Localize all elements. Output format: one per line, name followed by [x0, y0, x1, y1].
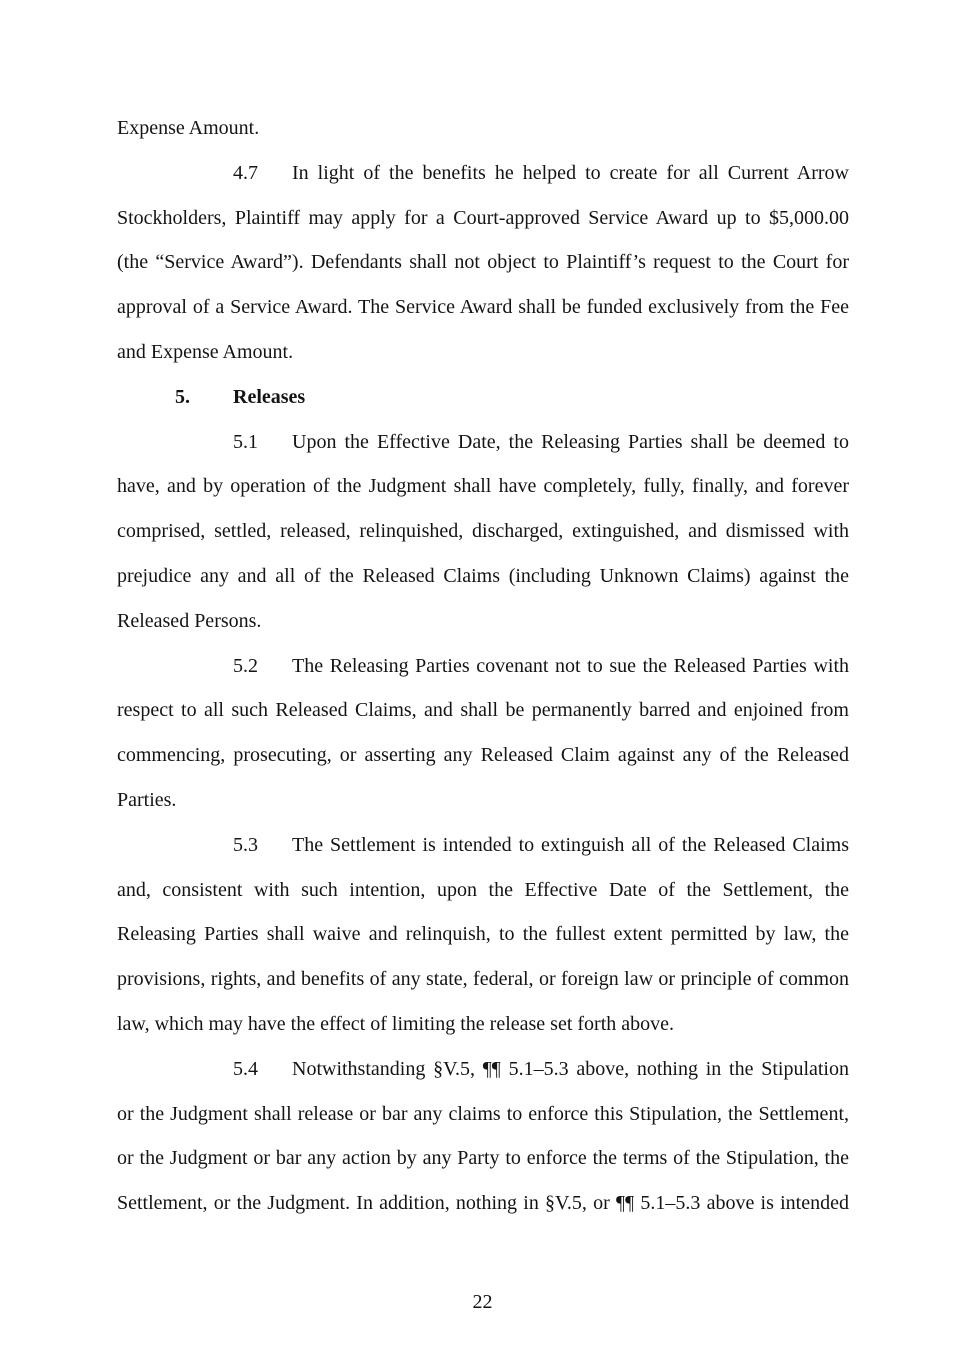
section-number: 5.2: [233, 654, 258, 677]
text-line: [117, 420, 849, 465]
text-line: have, and by operation of the Judgment shall have completely, fully, finally, and forever: [117, 475, 849, 498]
text-line: and, consistent with such intention, upon the Effective Date of the Settlement, the: [117, 878, 849, 901]
paragraph-5-4: [117, 1047, 849, 1226]
text-line: [117, 151, 849, 196]
paragraph-5-2: [117, 644, 849, 823]
text-line: [117, 1047, 849, 1092]
page-number: 22: [472, 1291, 493, 1313]
section-heading: [117, 375, 849, 420]
section-number: 5.1: [233, 430, 258, 453]
text-line: provisions, rights, and benefits of any state, federal, or foreign law or principle of common: [117, 968, 849, 991]
text-line: comprised, settled, released, relinquished, discharged, extinguished, and dismissed with: [117, 520, 849, 543]
text-line: Parties.: [117, 788, 177, 811]
section-number: 5.4: [233, 1057, 258, 1080]
line-text: Notwithstanding §V.5, ¶¶ 5.1–5.3 above, nothing in the Stipulation: [292, 1057, 849, 1080]
text-line: [117, 823, 849, 868]
text-line: or the Judgment or bar any action by any Party to enforce the terms of the Stipulation, the: [117, 1147, 849, 1170]
text-line: approval of a Service Award. The Service Award shall be funded exclusively from the Fee: [117, 296, 849, 319]
text-line: Stockholders, Plaintiff may apply for a Court-approved Service Award up to $5,000.00: [117, 206, 849, 229]
text-line: prejudice any and all of the Released Claims (including Unknown Claims) against the: [117, 564, 849, 587]
line-text: Upon the Effective Date, the Releasing Parties shall be deemed to: [292, 430, 849, 453]
section-number: 4.7: [233, 161, 258, 184]
text-line: Expense Amount.: [117, 117, 260, 139]
text-line: commencing, prosecuting, or asserting any Released Claim against any of the Released: [117, 744, 849, 767]
heading-number: 5.: [175, 385, 190, 408]
text-line: (the “Service Award”). Defendants shall not object to Plaintiff’s request to the Court for: [117, 251, 849, 274]
paragraph-5-3: [117, 823, 849, 1047]
text-line: Released Persons.: [117, 609, 262, 632]
paragraph-continuation: [117, 106, 849, 151]
line-text: The Releasing Parties covenant not to sue the Released Parties with: [292, 654, 849, 677]
paragraph-4-7: [117, 151, 849, 375]
section-number: 5.3: [233, 833, 258, 856]
text-line: respect to all such Released Claims, and shall be permanently barred and enjoined from: [117, 699, 849, 722]
paragraph-5-1: [117, 420, 849, 644]
text-line: Settlement, or the Judgment. In addition, nothing in §V.5, or ¶¶ 5.1–5.3 above is intended: [117, 1192, 849, 1215]
text-line: Releasing Parties shall waive and relinquish, to the fullest extent permitted by law, the: [117, 923, 849, 946]
line-text: The Settlement is intended to extinguish all of the Released Claims: [292, 833, 849, 856]
document-content: [117, 106, 849, 1226]
text-line: and Expense Amount.: [117, 340, 294, 363]
heading-label: Releases: [233, 385, 306, 408]
line-text: In light of the benefits he helped to create for all Current Arrow: [292, 161, 849, 184]
text-line: [117, 644, 849, 689]
text-line: law, which may have the effect of limiting the release set forth above.: [117, 1012, 675, 1035]
text-line: or the Judgment shall release or bar any claims to enforce this Stipulation, the Settlement,: [117, 1102, 849, 1125]
